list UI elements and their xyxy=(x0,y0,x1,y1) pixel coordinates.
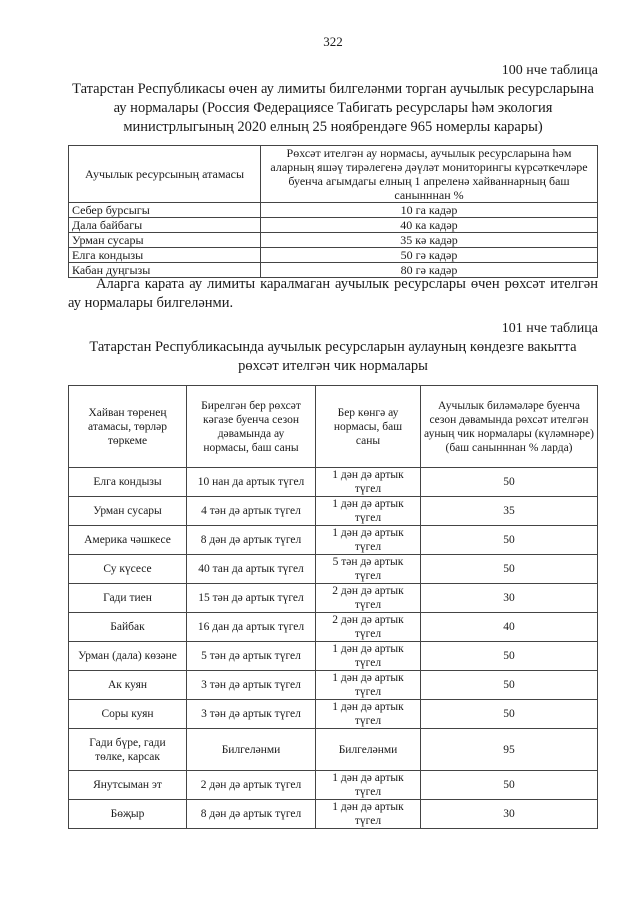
table-row xyxy=(69,248,598,263)
season-norm-cell: 15 тән дә артык түгел xyxy=(187,584,316,613)
table-row xyxy=(69,642,598,671)
limit-percent-cell: 30 xyxy=(421,800,598,829)
species-cell: Бөҗыр xyxy=(69,800,187,829)
table-100-label: 100 нче таблица xyxy=(501,63,598,78)
table-row xyxy=(69,233,598,248)
species-cell: Соры куян xyxy=(69,700,187,729)
season-norm-cell: 3 тән дә артык түгел xyxy=(187,700,316,729)
season-norm-cell: 16 дан да артык түгел xyxy=(187,613,316,642)
daily-norm-cell: 1 дән дә артык түгел xyxy=(316,497,421,526)
daily-norm-cell: 1 дән дә артык түгел xyxy=(316,671,421,700)
species-cell: Америка чәшкесе xyxy=(69,526,187,555)
norm-cell: 80 гә кадәр xyxy=(261,263,598,278)
table-100 xyxy=(68,145,598,278)
species-cell: Елга кондызы xyxy=(69,468,187,497)
limit-percent-cell: 50 xyxy=(421,700,598,729)
season-norm-cell: 5 тән дә артык түгел xyxy=(187,642,316,671)
limit-percent-cell: 50 xyxy=(421,555,598,584)
table-row xyxy=(69,584,598,613)
daily-norm-cell: 1 дән дә артык түгел xyxy=(316,771,421,800)
season-norm-cell: 4 тән дә артык түгел xyxy=(187,497,316,526)
table-101-title xyxy=(60,338,606,376)
header-cell: Аучылык биләмәләре буенча сезон дәвамында рөхсәт ителгән ауның чик нормалары (күләмнәре) (баш санынннан % ларда) xyxy=(421,386,598,468)
daily-norm-cell: 2 дән дә артык түгел xyxy=(316,584,421,613)
species-cell: Ак куян xyxy=(69,671,187,700)
limit-percent-cell: 35 xyxy=(421,497,598,526)
limit-percent-cell: 40 xyxy=(421,613,598,642)
table-100-title xyxy=(60,80,606,137)
table-row xyxy=(69,218,598,233)
table-row xyxy=(69,771,598,800)
limit-percent-cell: 50 xyxy=(421,468,598,497)
species-cell: Урман сусары xyxy=(69,497,187,526)
resource-name-cell: Дала байбагы xyxy=(69,218,261,233)
page-number: 322 xyxy=(323,34,343,49)
limit-percent-cell: 50 xyxy=(421,671,598,700)
species-cell: Су күсесе xyxy=(69,555,187,584)
limit-percent-cell: 50 xyxy=(421,526,598,555)
header-cell: Бирелгән бер рөхсәт кәгазе буенча сезон дәвамында ау нормасы, баш саны xyxy=(187,386,316,468)
header-cell: Рөхсәт ителгән ау нормасы, аучылык ресурсларына һәм аларның яшәү тирәлегенә дәүләт мониторингы күрсәткечләре буенча агымдагы елның 1 апреленә хайваннарның баш санынннан % xyxy=(261,146,598,203)
table-row xyxy=(69,497,598,526)
title-line: министрлыгының 2020 елның 25 ноябрендәге 965 номерлы карары) xyxy=(123,119,543,135)
header-cell: Аучылык ресурсының атамасы xyxy=(69,146,261,203)
season-norm-cell: 2 дән дә артык түгел xyxy=(187,771,316,800)
species-cell: Гади тиен xyxy=(69,584,187,613)
title-line: Татарстан Республикасында аучылык ресурсларын аулауның көндезге вакытта xyxy=(89,339,577,355)
daily-norm-cell: Билгеләнми xyxy=(316,729,421,771)
daily-norm-cell: 1 дән дә артык түгел xyxy=(316,468,421,497)
daily-norm-cell: 1 дән дә артык түгел xyxy=(316,700,421,729)
norm-cell: 40 ка кадәр xyxy=(261,218,598,233)
table-row xyxy=(69,800,598,829)
season-norm-cell: 3 тән дә артык түгел xyxy=(187,671,316,700)
daily-norm-cell: 1 дән дә артык түгел xyxy=(316,526,421,555)
resource-name-cell: Кабан дуңгызы xyxy=(69,263,261,278)
species-cell: Байбак xyxy=(69,613,187,642)
resource-name-cell: Елга кондызы xyxy=(69,248,261,263)
table-row xyxy=(69,729,598,771)
species-cell: Янутсыман эт xyxy=(69,771,187,800)
title-line: ау нормалары (Россия Федерациясе Табигать ресурслары һәм экология xyxy=(113,100,553,116)
limit-percent-cell: 30 xyxy=(421,584,598,613)
daily-norm-cell: 1 дән дә артык түгел xyxy=(316,642,421,671)
header-cell: Хайван төренең атамасы, төрләр төркеме xyxy=(69,386,187,468)
table-row xyxy=(69,526,598,555)
limit-percent-cell: 95 xyxy=(421,729,598,771)
header-cell: Бер көнгә ау нормасы, баш саны xyxy=(316,386,421,468)
species-cell: Гади бүре, гади төлке, карсак xyxy=(69,729,187,771)
table-row xyxy=(69,203,598,218)
season-norm-cell: 8 дән дә артык түгел xyxy=(187,526,316,555)
daily-norm-cell: 5 тән дә артык түгел xyxy=(316,555,421,584)
table-row xyxy=(69,613,598,642)
norm-cell: 35 кә кадәр xyxy=(261,233,598,248)
table-row xyxy=(69,700,598,729)
title-line: Татарстан Республикасы өчен ау лимиты билгеләнми торган аучылык ресурсларына xyxy=(72,81,594,97)
season-norm-cell: 40 тан да артык түгел xyxy=(187,555,316,584)
note-paragraph: Аларга карата ау лимиты каралмаган аучылык ресурслары өчен рөхсәт ителгән ау нормалары билгеләнми. xyxy=(68,276,598,311)
species-cell: Урман (дала) көзәне xyxy=(69,642,187,671)
norm-cell: 10 га кадәр xyxy=(261,203,598,218)
table-row xyxy=(69,555,598,584)
resource-name-cell: Урман сусары xyxy=(69,233,261,248)
norm-cell: 50 гә кадәр xyxy=(261,248,598,263)
limit-percent-cell: 50 xyxy=(421,771,598,800)
season-norm-cell: 10 нан да артык түгел xyxy=(187,468,316,497)
daily-norm-cell: 2 дән дә артык түгел xyxy=(316,613,421,642)
table-101-label: 101 нче таблица xyxy=(501,321,598,336)
season-norm-cell: 8 дән дә артык түгел xyxy=(187,800,316,829)
title-line: рөхсәт ителгән чик нормалары xyxy=(238,358,428,374)
table-101 xyxy=(68,385,598,829)
table-row xyxy=(69,468,598,497)
resource-name-cell: Себер бурсыгы xyxy=(69,203,261,218)
season-norm-cell: Билгеләнми xyxy=(187,729,316,771)
daily-norm-cell: 1 дән дә артык түгел xyxy=(316,800,421,829)
limit-percent-cell: 50 xyxy=(421,642,598,671)
table-row xyxy=(69,671,598,700)
